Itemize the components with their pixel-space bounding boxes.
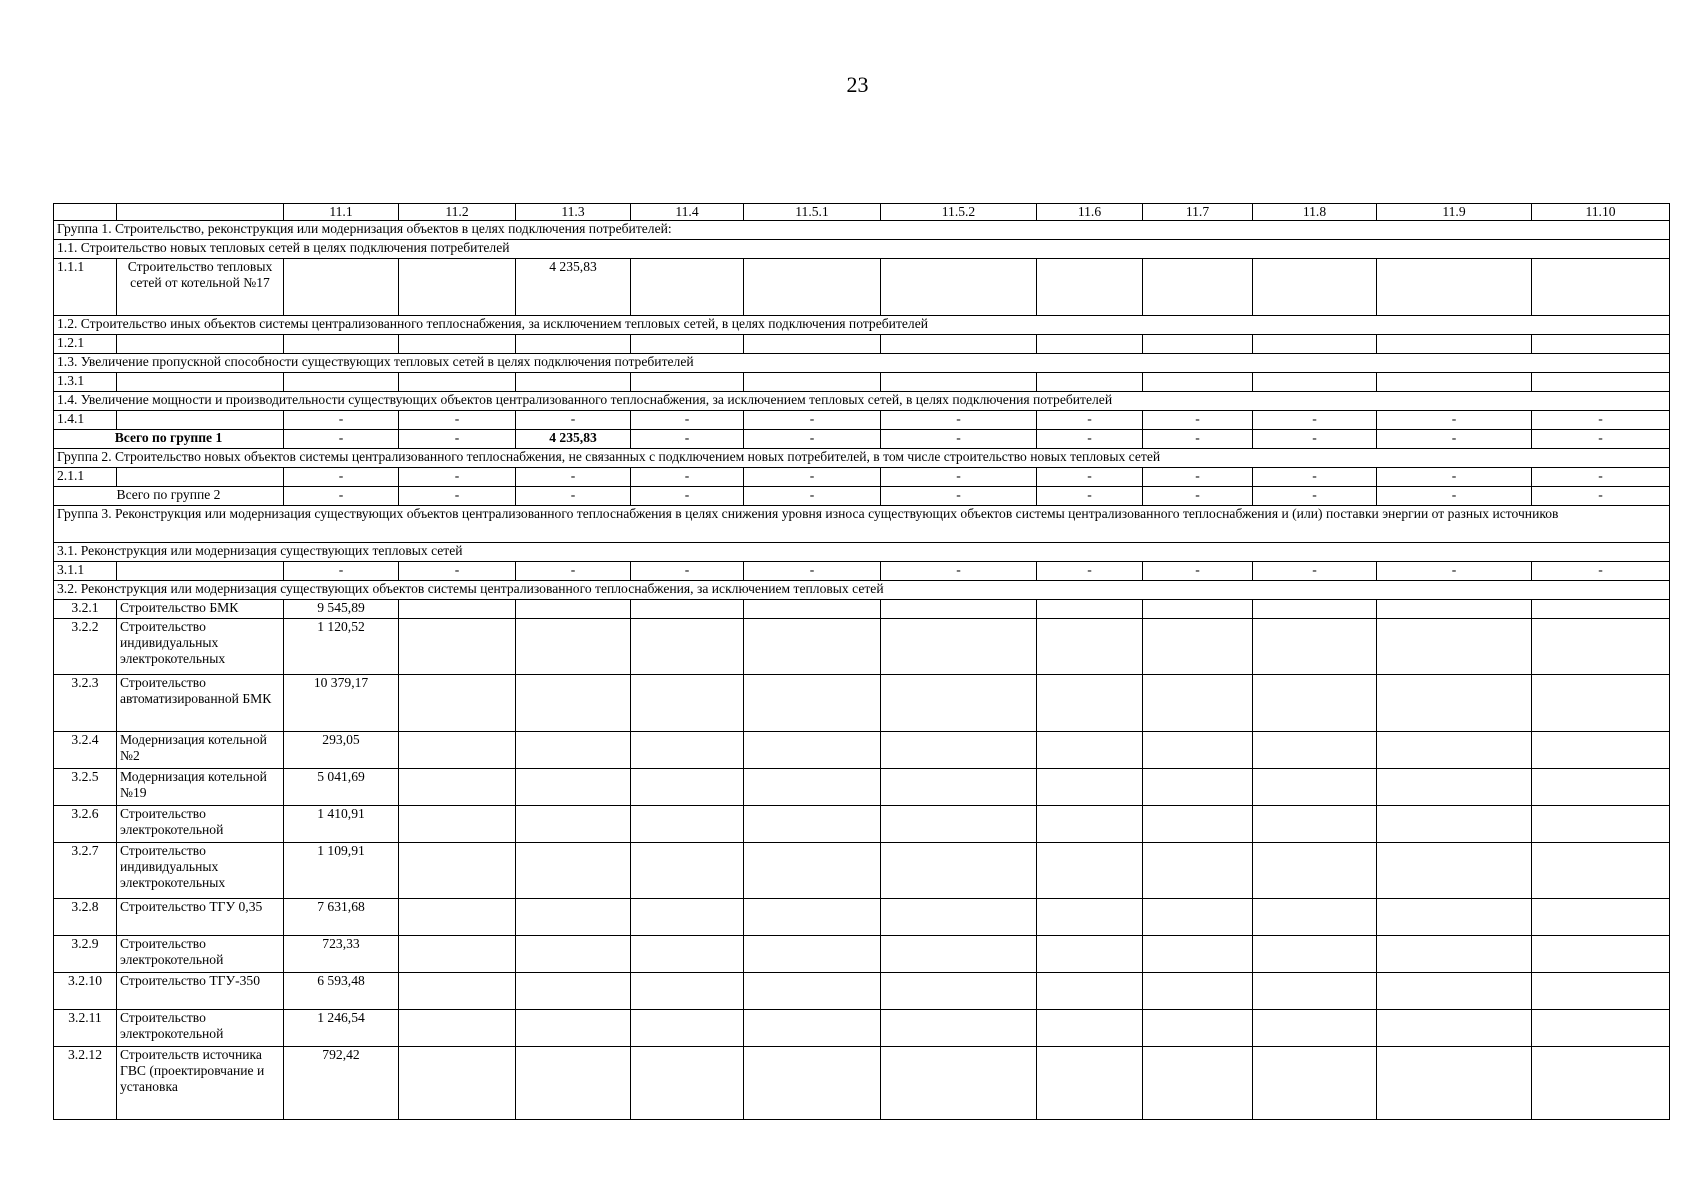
cell-value: - [284,562,399,581]
table-row [54,1010,1670,1047]
row-code: 3.2.11 [54,1010,117,1047]
cell-value: - [284,430,399,449]
cell-value: - [1532,562,1670,581]
row-code: 3.1.1 [54,562,117,581]
cell-value: - [881,411,1037,430]
cell-value: - [744,468,881,487]
cell-value: 1 109,91 [284,843,399,899]
column-header [54,204,117,221]
column-header: 11.7 [1143,204,1253,221]
table-row [54,843,1670,899]
cell-value: 4 235,83 [516,259,631,316]
column-header: 11.8 [1253,204,1377,221]
cell-value: - [881,468,1037,487]
cell-value: - [399,411,516,430]
row-code: 3.2.2 [54,619,117,675]
cell-value: - [1253,411,1377,430]
row-code: 3.2.1 [54,600,117,619]
row-name: Модернизация котельной №2 [117,732,284,769]
table-row [54,769,1670,806]
row-name: Строительство автоматизированной БМК [117,675,284,732]
cell-value: - [1253,468,1377,487]
row-name: Строительство БМК [117,600,284,619]
cell-value: - [881,562,1037,581]
column-header: 11.4 [631,204,744,221]
cell-value: - [516,562,631,581]
cell-value: - [1037,562,1143,581]
cell-value: - [631,430,744,449]
cell-value: - [631,468,744,487]
cell-value: - [744,411,881,430]
total-label: Всего по группе 1 [54,430,284,449]
cell-value: - [881,430,1037,449]
cell-value: - [744,562,881,581]
cell-value: - [399,430,516,449]
cell-value: - [1377,430,1532,449]
row-name: Строительство электрокотельной [117,806,284,843]
cell-value: 1 410,91 [284,806,399,843]
row-name: Строительств источника ГВС (проектировчание и установка [117,1047,284,1120]
cell-value: - [1143,562,1253,581]
cell-value: - [284,468,399,487]
row-name: Строительство ТГУ-350 [117,973,284,1010]
subgroup-header: 1.3. Увеличение пропускной способности существующих тепловых сетей в целях подключения потребителей [54,354,1670,373]
cell-value: - [516,411,631,430]
group-header: Группа 3. Реконструкция или модернизация существующих объектов централизованного теплоснабжения в целях снижения уровня износа существующих объектов системы централизованного теплоснабжения и (или) поставки энергии от разных источников [54,506,1670,543]
row-code: 3.2.3 [54,675,117,732]
cell-value: - [631,562,744,581]
cell-value: 4 235,83 [516,430,631,449]
table-row [54,600,1670,619]
row-code: 3.2.7 [54,843,117,899]
cell-value: - [1532,411,1670,430]
row-code: 1.4.1 [54,411,117,430]
cell-value: - [1037,430,1143,449]
row-code: 3.2.4 [54,732,117,769]
cell-value: - [516,468,631,487]
table-row [54,562,1670,581]
cell-value: - [1143,430,1253,449]
cell-value: - [1253,487,1377,506]
table-row [54,936,1670,973]
row-name: Строительство электрокотельной [117,936,284,973]
cell-value: - [1532,487,1670,506]
row-name: Строительство электрокотельной [117,1010,284,1047]
table-row [54,806,1670,843]
table-row [54,675,1670,732]
cell-value: - [399,562,516,581]
table-row [54,468,1670,487]
cell-value: 5 041,69 [284,769,399,806]
subgroup-header: 3.2. Реконструкция или модернизация существующих объектов системы централизованного теплоснабжения, за исключением тепловых сетей [54,581,1670,600]
cell-value: 10 379,17 [284,675,399,732]
row-name: Строительство индивидуальных электрокотельных [117,619,284,675]
row-name: Строительство тепловых сетей от котельной №17 [117,259,284,316]
row-name: Модернизация котельной №19 [117,769,284,806]
total-label: Всего по группе 2 [54,487,284,506]
row-code: 3.2.10 [54,973,117,1010]
row-name: Строительство индивидуальных электрокотельных [117,843,284,899]
table-row [54,373,1670,392]
row-code: 3.2.9 [54,936,117,973]
table-row [54,899,1670,936]
row-code: 3.2.6 [54,806,117,843]
investment-program-table [53,203,1670,1120]
column-header: 11.5.2 [881,204,1037,221]
column-header: 11.6 [1037,204,1143,221]
subgroup-header: 1.1. Строительство новых тепловых сетей в целях подключения потребителей [54,240,1670,259]
cell-value: - [631,411,744,430]
column-header-row [54,204,1670,221]
cell-value: - [1377,468,1532,487]
row-code: 2.1.1 [54,468,117,487]
subgroup-header: 1.4. Увеличение мощности и производительности существующих объектов централизованного теплоснабжения, за исключением тепловых сетей, в целях подключения потребителей [54,392,1670,411]
row-code: 3.2.12 [54,1047,117,1120]
column-header: 11.10 [1532,204,1670,221]
cell-value: - [744,430,881,449]
row-code: 3.2.5 [54,769,117,806]
cell-value: - [631,487,744,506]
cell-value: - [399,487,516,506]
cell-value: - [881,487,1037,506]
cell-value: 1 120,52 [284,619,399,675]
table-row [54,335,1670,354]
cell-value: - [1037,468,1143,487]
column-header: 11.3 [516,204,631,221]
group-header: Группа 1. Строительство, реконструкция или модернизация объектов в целях подключения потребителей: [54,221,1670,240]
page-number: 23 [846,72,869,97]
table-row [54,259,1670,316]
row-code: 1.1.1 [54,259,117,316]
cell-value: 6 593,48 [284,973,399,1010]
cell-value: 7 631,68 [284,899,399,936]
total-row [54,487,1670,506]
column-header: 11.1 [284,204,399,221]
cell-value: - [1143,468,1253,487]
cell-value: - [744,487,881,506]
cell-value: - [1377,562,1532,581]
column-header: 11.2 [399,204,516,221]
cell-value: - [1143,411,1253,430]
cell-value: - [284,411,399,430]
cell-value: - [1037,411,1143,430]
cell-value: 792,42 [284,1047,399,1120]
cell-value: - [1143,487,1253,506]
cell-value: - [1377,411,1532,430]
table-row [54,411,1670,430]
table-row [54,973,1670,1010]
cell-value: 1 246,54 [284,1010,399,1047]
column-header: 11.5.1 [744,204,881,221]
subgroup-header: 3.1. Реконструкция или модернизация существующих тепловых сетей [54,543,1670,562]
subgroup-header: 1.2. Строительство иных объектов системы централизованного теплоснабжения, за исключением тепловых сетей, в целях подключения потребителей [54,316,1670,335]
column-header [117,204,284,221]
row-code: 1.2.1 [54,335,117,354]
cell-value: - [399,468,516,487]
cell-value: 293,05 [284,732,399,769]
table-row [54,1047,1670,1120]
table-row [54,732,1670,769]
cell-value: - [1037,487,1143,506]
cell-value: 723,33 [284,936,399,973]
cell-value: - [1377,487,1532,506]
column-header: 11.9 [1377,204,1532,221]
cell-value: - [1253,430,1377,449]
row-code: 3.2.8 [54,899,117,936]
cell-value: - [1532,468,1670,487]
row-name: Строительство ТГУ 0,35 [117,899,284,936]
cell-value: - [516,487,631,506]
total-row [54,430,1670,449]
cell-value: 9 545,89 [284,600,399,619]
row-code: 1.3.1 [54,373,117,392]
table-row [54,619,1670,675]
cell-value: - [1253,562,1377,581]
cell-value: - [284,487,399,506]
group-header: Группа 2. Строительство новых объектов системы централизованного теплоснабжения, не связанных с подключением новых потребителей, в том числе строительство новых тепловых сетей [54,449,1670,468]
cell-value: - [1532,430,1670,449]
